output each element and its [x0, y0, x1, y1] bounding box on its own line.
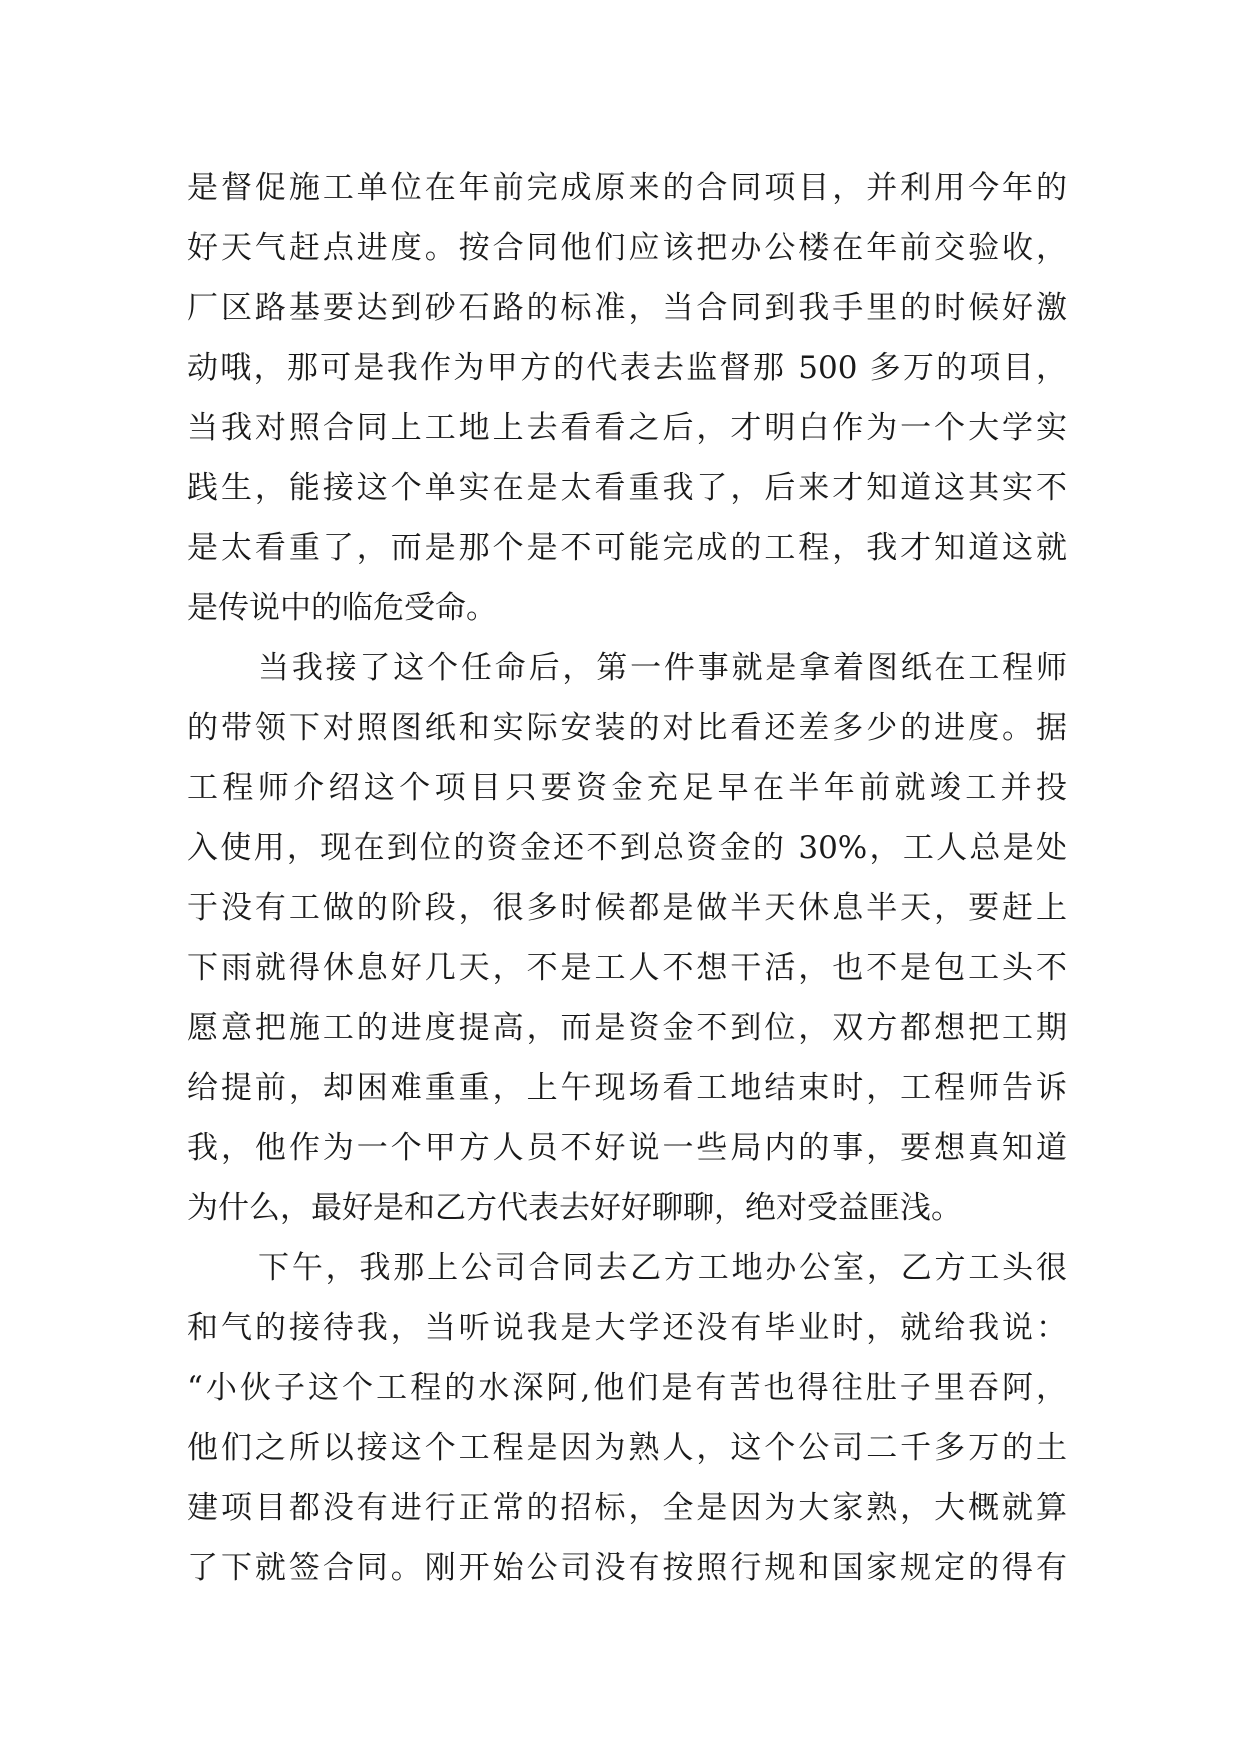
text-line: 当我对照合同上工地上去看看之后，才明白作为一个大学实 — [187, 410, 1067, 446]
text-line: 是传说中的临危受命。 — [187, 590, 497, 626]
text-line: 是太看重了，而是那个是不可能完成的工程，我才知道这就 — [187, 530, 1067, 566]
text-line: 的带领下对照图纸和实际安装的对比看还差多少的进度。据 — [187, 710, 1067, 746]
text-line: 愿意把施工的进度提高，而是资金不到位，双方都想把工期 — [187, 1010, 1067, 1046]
text-line: 为什么，最好是和乙方代表去好好聊聊，绝对受益匪浅。 — [187, 1190, 962, 1226]
text-line: 当我接了这个任命后，第一件事就是拿着图纸在工程师 — [258, 650, 1067, 686]
text-line: 是督促施工单位在年前完成原来的合同项目，并利用今年的 — [187, 170, 1067, 206]
text-line: 给提前，却困难重重，上午现场看工地结束时，工程师告诉 — [187, 1070, 1067, 1106]
text-line: 下午，我那上公司合同去乙方工地办公室，乙方工头很 — [258, 1250, 1067, 1286]
paragraph-1 — [187, 158, 1067, 638]
text-line: 我，他作为一个甲方人员不好说一些局内的事，要想真知道 — [187, 1130, 1067, 1166]
text-line: 了下就签合同。刚开始公司没有按照行规和国家规定的得有 — [187, 1550, 1067, 1586]
text-line: 厂区路基要达到砂石路的标准，当合同到我手里的时候好激 — [187, 290, 1067, 326]
body-text — [187, 158, 1067, 1598]
text-line: 好天气赶点进度。按合同他们应该把办公楼在年前交验收， — [187, 230, 1067, 266]
text-line: 动哦，那可是我作为甲方的代表去监督那 500 多万的项目， — [187, 350, 1067, 386]
text-line: 工程师介绍这个项目只要资金充足早在半年前就竣工并投 — [187, 770, 1067, 806]
text-line: 他们之所以接这个工程是因为熟人，这个公司二千多万的土 — [187, 1430, 1067, 1466]
text-line: 和气的接待我，当听说我是大学还没有毕业时，就给我说： — [187, 1310, 1067, 1346]
text-line: 践生，能接这个单实在是太看重我了，后来才知道这其实不 — [187, 470, 1067, 506]
text-line: 建项目都没有进行正常的招标，全是因为大家熟，大概就算 — [187, 1490, 1067, 1526]
paragraph-2 — [187, 638, 1067, 1238]
paragraph-3 — [187, 1238, 1067, 1598]
text-line: 下雨就得休息好几天，不是工人不想干活，也不是包工头不 — [187, 950, 1067, 986]
text-line: 入使用，现在到位的资金还不到总资金的 30%，工人总是处 — [187, 830, 1067, 866]
text-line: 于没有工做的阶段，很多时候都是做半天休息半天，要赶上 — [187, 890, 1067, 926]
text-line: “小伙子这个工程的水深阿,他们是有苦也得往肚子里吞阿， — [187, 1370, 1067, 1406]
